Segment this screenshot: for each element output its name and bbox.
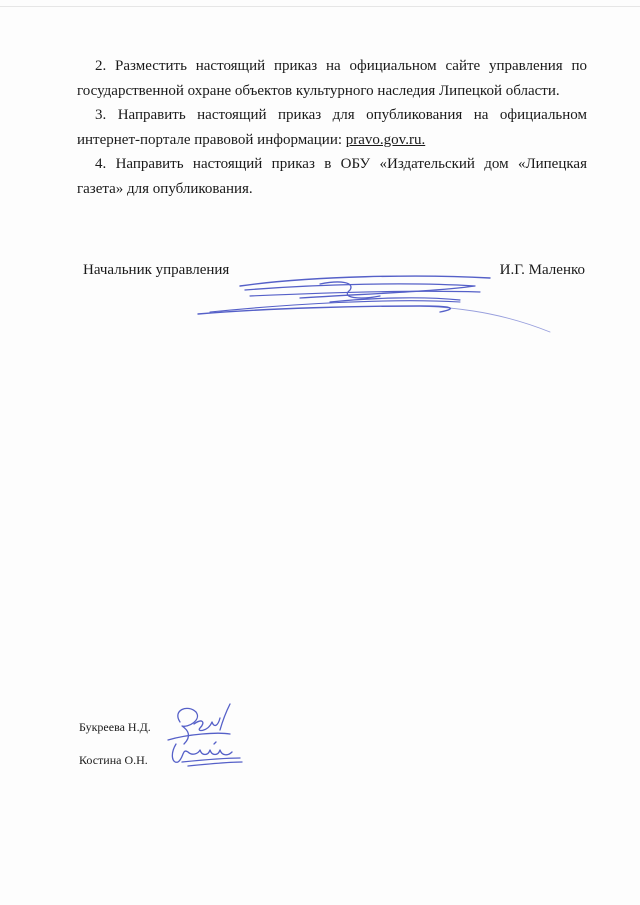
signatory-name: И.Г. Маленко <box>499 262 585 278</box>
paragraph-item-4: 4. Направить настоящий приказ в ОБУ «Издательский дом «Липецкая газета» для опубликования. <box>77 156 587 197</box>
paragraph-item-3 <box>77 103 587 152</box>
executor-2: Костина О.Н. <box>79 753 148 767</box>
executor-initials-signatures <box>158 700 258 780</box>
paragraph-item-2: 2. Разместить настоящий приказ на официальном сайте управления по государственной охране объектов культурного наследия Липецкой области. <box>77 58 587 99</box>
order-body <box>77 54 587 201</box>
pravo-link[interactable]: pravo.gov.ru. <box>345 131 426 148</box>
signatory-position: Начальник управления <box>83 262 230 278</box>
paragraph-item-3-text: 3. Направить настоящий приказ для опубликования на официальном интернет-портале правовой информации: <box>77 107 587 148</box>
scan-top-edge <box>0 6 640 7</box>
handwritten-signature <box>190 262 560 342</box>
executor-1: Букреева Н.Д. <box>79 720 151 734</box>
